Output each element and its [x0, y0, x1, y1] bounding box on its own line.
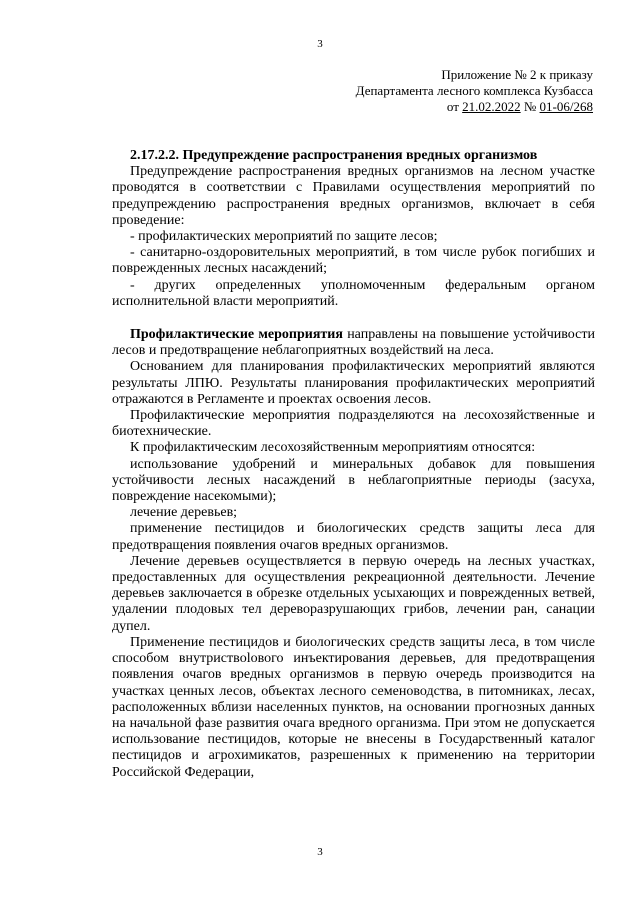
- document-body: [112, 148, 595, 781]
- section-title: 2.17.2.2. Предупреждение распространения вредных организмов: [130, 148, 538, 163]
- page-number-bottom: 3: [317, 846, 323, 858]
- paragraph-prophylactic-measures: [112, 327, 595, 359]
- paragraph-pesticides-details: Применение пестицидов и биологических средств защиты леса, в том числе способом внутриствolового инъектирования деревьев, для предотвращения появления очагов вредных организмов в первую очередь производится на участках ценных лесов, объектах лесного семеноводства, в питомниках, лесах, расположенных вблизи населенных пунктов, на основании прогнозных данных на начальной фазе развития очага вредного организма. При этом не допускается использование пестицидов, которые не внесены в Государственный каталог пестицидов и агрохимикатов, разрешенных к применению на территории Российской Федерации,: [112, 634, 595, 780]
- list-item-prophylactic: - профилактических мероприятий по защите лесов;: [130, 229, 438, 245]
- paragraph-text: направлены на повышение устойчивости лесов и предотвращение неблагоприятных воздействий на леса.: [112, 327, 595, 359]
- header-line-appendix: Приложение № 2 к приказу: [441, 67, 593, 82]
- order-header: [293, 67, 593, 115]
- paragraph-tree-treatment-details: Лечение деревьев осуществляется в первую очередь на лесных участках, предоставленных для осуществления рекреационной деятельности. Лечение деревьев заключается в обрезке отдельных усыхающих и поврежденных ветвей, удалении плодовых тел дереворазрушающих грибов, лечении ран, санации дупел.: [112, 553, 595, 634]
- list-item-other: - других определенных уполномоченным федеральным органом исполнительной власти мероприятий.: [112, 277, 595, 309]
- paragraph-subdivision: Профилактические мероприятия подразделяются на лесохозяйственные и биотехнические.: [112, 408, 595, 440]
- paragraph-fertilizers: использование удобрений и минеральных добавок для повышения устойчивости лесных насаждений в неблагоприятные периоды (засуха, повреждение насекомыми);: [112, 456, 595, 505]
- paragraph-pesticides: применение пестицидов и биологических средств защиты леса для предотвращения появления очагов вредных организмов.: [112, 521, 595, 553]
- header-line-date-number: [293, 99, 593, 115]
- paragraph-tree-treatment: лечение деревьев;: [130, 505, 238, 521]
- paragraph-gap: [112, 310, 595, 327]
- number-prefix: №: [520, 99, 540, 114]
- header-line-department: Департамента лесного комплекса Кузбасса: [355, 83, 593, 98]
- list-item-sanitary: - санитарно-оздоровительных мероприятий, в том числе рубок погибших и поврежденных лесных насаждений;: [112, 245, 595, 277]
- date-prefix: от: [446, 99, 463, 114]
- paragraph-intro: Предупреждение распространения вредных организмов на лесном участке проводятся в соответствии с Правилами осуществления мероприятий по предупреждению распространения вредных организмов, включает в себя проведение:: [112, 164, 595, 228]
- order-date: 21.02.2022: [462, 99, 521, 114]
- paragraph-forestry-measures: К профилактическим лесохозяйственным мероприятиям относятся:: [130, 440, 536, 456]
- bold-term: Профилактические мероприятия: [130, 327, 343, 343]
- page-number-top: 3: [317, 38, 323, 50]
- order-number: 01-06/268: [539, 99, 593, 114]
- paragraph-planning-basis: Основанием для планирования профилактических мероприятий являются результаты ЛПЮ. Результаты планирования профилактических мероприятий отражаются в Регламенте и проектах освоения лесов.: [112, 359, 595, 407]
